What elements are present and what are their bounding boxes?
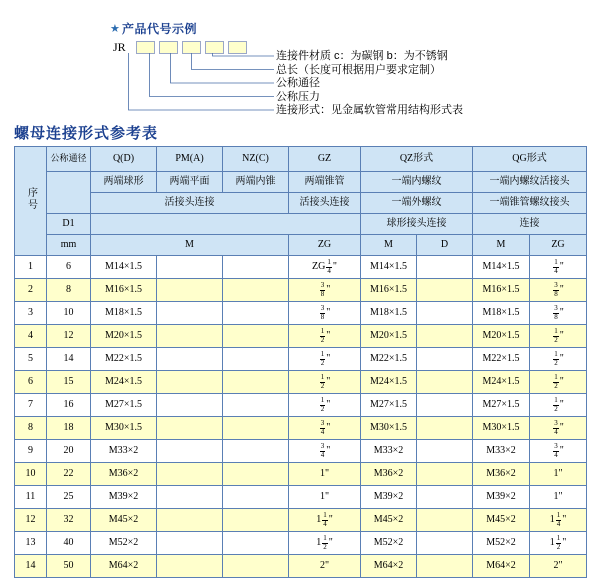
- cell-dn: 14: [47, 348, 91, 371]
- cell-pm: [157, 371, 223, 394]
- cell-q: M16×1.5: [91, 279, 157, 302]
- table-header-codes: [15, 147, 587, 172]
- cell-pm: [157, 555, 223, 578]
- table-row: [15, 486, 587, 509]
- cell-nz: [223, 325, 289, 348]
- cell-q: M45×2: [91, 509, 157, 532]
- cell-pm: [157, 302, 223, 325]
- cell-qg-zg: 1 $\frac{1}{4}$ ": [530, 509, 587, 532]
- header-desc-gz: 两端锥管: [289, 172, 361, 193]
- table-row: [15, 302, 587, 325]
- star-icon: ★: [110, 23, 120, 35]
- cell-q: M22×1.5: [91, 348, 157, 371]
- cell-qg-m: M36×2: [473, 463, 530, 486]
- cell-qz-m: M14×1.5: [361, 256, 417, 279]
- callout-connection-type: 连接形式：见金属软管常用结构形式表: [276, 104, 463, 116]
- table-header-sub: [15, 193, 587, 214]
- cell-qg-zg: 1": [530, 486, 587, 509]
- page-title: 螺母连接形式参考表: [14, 125, 159, 142]
- cell-qz-m: M36×2: [361, 463, 417, 486]
- header-blank-mid: [91, 214, 361, 235]
- header-sub-gz: 活接头连接: [289, 193, 361, 214]
- cell-seq: 11: [15, 486, 47, 509]
- cell-q: M64×2: [91, 555, 157, 578]
- cell-nz: [223, 348, 289, 371]
- cell-pm: [157, 394, 223, 417]
- header-group-qg: QG形式: [473, 147, 587, 172]
- table-row: [15, 256, 587, 279]
- cell-gz: $\frac{3}{4}$ ": [289, 417, 361, 440]
- cell-qz-d: [417, 325, 473, 348]
- cell-seq: 12: [15, 509, 47, 532]
- cell-gz: $\frac{3}{8}$ ": [289, 279, 361, 302]
- table-row: [15, 532, 587, 555]
- cell-qz-m: M45×2: [361, 509, 417, 532]
- cell-qg-m: M24×1.5: [473, 371, 530, 394]
- cell-dn: 18: [47, 417, 91, 440]
- callout-nominal-pressure: 公称压力: [276, 90, 320, 103]
- cell-qz-m: M52×2: [361, 532, 417, 555]
- cell-pm: [157, 509, 223, 532]
- cell-dn: 32: [47, 509, 91, 532]
- cell-qg-zg: $\frac{3}{4}$ ": [530, 417, 587, 440]
- cell-qz-d: [417, 555, 473, 578]
- cell-dn: 50: [47, 555, 91, 578]
- cell-seq: 2: [15, 279, 47, 302]
- cell-qz-d: [417, 371, 473, 394]
- cell-qg-m: M14×1.5: [473, 256, 530, 279]
- header-desc-qz: 一端内螺纹: [361, 172, 473, 193]
- header-desc2-qz: 一端外螺纹: [361, 193, 473, 214]
- cell-q: M52×2: [91, 532, 157, 555]
- header-seq: [15, 147, 47, 256]
- cell-seq: 7: [15, 394, 47, 417]
- cell-gz: $\frac{1}{2}$ ": [289, 348, 361, 371]
- cell-qg-m: M22×1.5: [473, 348, 530, 371]
- cell-nz: [223, 371, 289, 394]
- header-group-q: Q(D): [91, 147, 157, 172]
- cell-gz: 1": [289, 486, 361, 509]
- header-unit-mm: mm: [47, 235, 91, 256]
- table-row: [15, 463, 587, 486]
- table-header-units: [15, 235, 587, 256]
- cell-q: M39×2: [91, 486, 157, 509]
- table-row: [15, 325, 587, 348]
- header-seq-label: 序号: [25, 187, 37, 212]
- cell-qz-d: [417, 348, 473, 371]
- cell-nz: [223, 532, 289, 555]
- header-desc2-qg: 一端锥管螺纹接头: [473, 193, 587, 214]
- header-desc-qg: 一端内螺纹活接头: [473, 172, 587, 193]
- cell-pm: [157, 417, 223, 440]
- cell-pm: [157, 463, 223, 486]
- cell-qg-m: M27×1.5: [473, 394, 530, 417]
- cell-qz-m: M22×1.5: [361, 348, 417, 371]
- cell-qg-zg: $\frac{1}{2}$ ": [530, 325, 587, 348]
- product-code-prefix: JR: [113, 40, 126, 54]
- cell-gz: ZG $\frac{1}{4}$ ": [289, 256, 361, 279]
- cell-qg-zg: 1 $\frac{1}{2}$ ": [530, 532, 587, 555]
- cell-dn: 16: [47, 394, 91, 417]
- cell-qg-zg: $\frac{1}{4}$ ": [530, 256, 587, 279]
- cell-qg-m: M64×2: [473, 555, 530, 578]
- cell-qg-m: M20×1.5: [473, 325, 530, 348]
- cell-dn: 20: [47, 440, 91, 463]
- cell-seq: 14: [15, 555, 47, 578]
- cell-nz: [223, 417, 289, 440]
- cell-nz: [223, 463, 289, 486]
- cell-qg-m: M45×2: [473, 509, 530, 532]
- cell-qg-m: M33×2: [473, 440, 530, 463]
- cell-qg-zg: $\frac{1}{2}$ ": [530, 348, 587, 371]
- cell-seq: 3: [15, 302, 47, 325]
- cell-seq: 6: [15, 371, 47, 394]
- cell-qz-m: M18×1.5: [361, 302, 417, 325]
- cell-qz-d: [417, 394, 473, 417]
- cell-qz-m: M30×1.5: [361, 417, 417, 440]
- cell-pm: [157, 440, 223, 463]
- header-sub-qg: 连接: [473, 214, 587, 235]
- cell-q: M36×2: [91, 463, 157, 486]
- header-sub-qz: 球形接头连接: [361, 214, 473, 235]
- cell-pm: [157, 486, 223, 509]
- cell-qg-zg: $\frac{1}{2}$ ": [530, 394, 587, 417]
- cell-dn: 40: [47, 532, 91, 555]
- cell-seq: 5: [15, 348, 47, 371]
- cell-q: M18×1.5: [91, 302, 157, 325]
- cell-q: M30×1.5: [91, 417, 157, 440]
- cell-q: M33×2: [91, 440, 157, 463]
- cell-dn: 10: [47, 302, 91, 325]
- cell-dn: 8: [47, 279, 91, 302]
- diagram-callouts: [276, 50, 463, 118]
- cell-q: M27×1.5: [91, 394, 157, 417]
- cell-q: M20×1.5: [91, 325, 157, 348]
- table-row: [15, 509, 587, 532]
- cell-qz-d: [417, 302, 473, 325]
- cell-nz: [223, 302, 289, 325]
- cell-qz-m: M27×1.5: [361, 394, 417, 417]
- cell-qz-m: M20×1.5: [361, 325, 417, 348]
- cell-qz-m: M33×2: [361, 440, 417, 463]
- cell-dn: 6: [47, 256, 91, 279]
- cell-qz-d: [417, 417, 473, 440]
- cell-dn: 25: [47, 486, 91, 509]
- cell-qg-m: M39×2: [473, 486, 530, 509]
- cell-pm: [157, 279, 223, 302]
- cell-nz: [223, 440, 289, 463]
- cell-gz: 1": [289, 463, 361, 486]
- cell-gz: 1 $\frac{1}{2}$ ": [289, 532, 361, 555]
- header-unit-m: M: [91, 235, 289, 256]
- cell-qg-zg: $\frac{1}{2}$ ": [530, 371, 587, 394]
- header-sub-q: 活接头连接: [91, 193, 289, 214]
- cell-seq: 1: [15, 256, 47, 279]
- header-d1: D1: [47, 214, 91, 235]
- table-row: [15, 371, 587, 394]
- cell-qg-zg: 1": [530, 463, 587, 486]
- cell-pm: [157, 348, 223, 371]
- header-unit-zg: ZG: [289, 235, 361, 256]
- cell-qz-d: [417, 486, 473, 509]
- cell-seq: 13: [15, 532, 47, 555]
- header-dn-blank: [47, 172, 91, 214]
- cell-qz-m: M39×2: [361, 486, 417, 509]
- cell-nz: [223, 256, 289, 279]
- table-header-desc: [15, 172, 587, 193]
- header-desc-q: 两端球形: [91, 172, 157, 193]
- table-row: [15, 394, 587, 417]
- table-body: [15, 256, 587, 578]
- header-desc-nz: 两端内锥: [223, 172, 289, 193]
- cell-qz-d: [417, 440, 473, 463]
- header-unit-qg-m: M: [473, 235, 530, 256]
- header-unit-qz-d: D: [417, 235, 473, 256]
- cell-seq: 4: [15, 325, 47, 348]
- product-code-diagram: [0, 0, 600, 118]
- callout-nominal-diameter: 公称通径: [276, 77, 320, 89]
- cell-qz-d: [417, 279, 473, 302]
- header-group-gz: GZ: [289, 147, 361, 172]
- header-desc-pm: 两端平面: [157, 172, 223, 193]
- cell-qz-m: M64×2: [361, 555, 417, 578]
- cell-qg-m: M16×1.5: [473, 279, 530, 302]
- nut-connection-table: [14, 146, 587, 578]
- cell-qg-zg: $\frac{3}{4}$ ": [530, 440, 587, 463]
- cell-qz-d: [417, 463, 473, 486]
- cell-qz-m: M24×1.5: [361, 371, 417, 394]
- cell-q: M14×1.5: [91, 256, 157, 279]
- cell-pm: [157, 325, 223, 348]
- cell-qg-zg: $\frac{3}{8}$ ": [530, 279, 587, 302]
- header-dn: 公称通径: [47, 147, 91, 172]
- cell-pm: [157, 256, 223, 279]
- cell-nz: [223, 509, 289, 532]
- cell-q: M24×1.5: [91, 371, 157, 394]
- cell-nz: [223, 394, 289, 417]
- cell-seq: 9: [15, 440, 47, 463]
- cell-qg-m: M52×2: [473, 532, 530, 555]
- cell-seq: 8: [15, 417, 47, 440]
- cell-pm: [157, 532, 223, 555]
- cell-nz: [223, 486, 289, 509]
- table-row: [15, 440, 587, 463]
- cell-gz: 1 $\frac{1}{4}$ ": [289, 509, 361, 532]
- cell-gz: $\frac{3}{8}$ ": [289, 302, 361, 325]
- table-row: [15, 348, 587, 371]
- cell-qz-d: [417, 509, 473, 532]
- cell-qz-d: [417, 256, 473, 279]
- header-unit-qz-m: M: [361, 235, 417, 256]
- cell-nz: [223, 279, 289, 302]
- header-group-pm: PM(A): [157, 147, 223, 172]
- table-row: [15, 279, 587, 302]
- diagram-title: 产品代号示例: [122, 22, 198, 36]
- cell-qg-zg: 2": [530, 555, 587, 578]
- cell-qg-m: M18×1.5: [473, 302, 530, 325]
- cell-gz: $\frac{1}{2}$ ": [289, 325, 361, 348]
- table-row: [15, 417, 587, 440]
- cell-qz-m: M16×1.5: [361, 279, 417, 302]
- cell-qg-m: M30×1.5: [473, 417, 530, 440]
- cell-qg-zg: $\frac{3}{8}$ ": [530, 302, 587, 325]
- cell-gz: $\frac{1}{2}$ ": [289, 394, 361, 417]
- cell-seq: 10: [15, 463, 47, 486]
- callout-material: 连接件材质 c：为碳钢 b：为不锈钢: [276, 50, 448, 62]
- cell-gz: $\frac{1}{2}$ ": [289, 371, 361, 394]
- cell-dn: 15: [47, 371, 91, 394]
- cell-nz: [223, 555, 289, 578]
- cell-qz-d: [417, 532, 473, 555]
- cell-dn: 22: [47, 463, 91, 486]
- cell-gz: 2": [289, 555, 361, 578]
- header-group-qz: QZ形式: [361, 147, 473, 172]
- callout-length: 总长（长度可根据用户要求定制）: [276, 63, 441, 76]
- table-row: [15, 555, 587, 578]
- header-unit-qg-zg: ZG: [530, 235, 587, 256]
- table-header-d1: [15, 214, 587, 235]
- cell-dn: 12: [47, 325, 91, 348]
- header-group-nz: NZ(C): [223, 147, 289, 172]
- cell-gz: $\frac{3}{4}$ ": [289, 440, 361, 463]
